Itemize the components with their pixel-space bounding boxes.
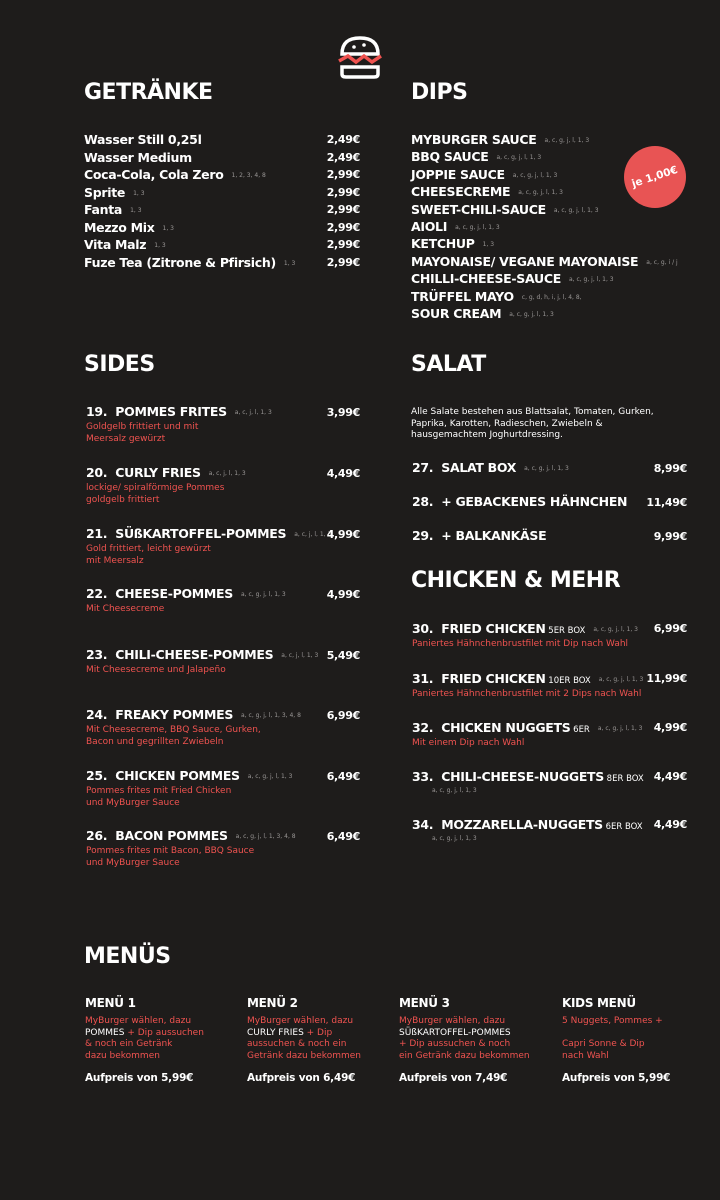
dip-allergens: a, c, g, i / j — [646, 258, 678, 266]
drink-item — [84, 185, 145, 200]
chicken-item — [412, 621, 638, 636]
menu-title: MENÜ 1 — [85, 996, 136, 1010]
side-description: Mit Cheesecreme — [86, 604, 165, 614]
side-item — [86, 526, 331, 541]
chicken-description: Paniertes Hähnchenbrustfilet mit 2 Dips nach Wahl — [412, 689, 642, 699]
side-name: CHEESE-POMMES — [115, 586, 233, 601]
side-price: 4,49€ — [326, 467, 360, 480]
side-price: 5,49€ — [326, 649, 360, 662]
salat-item — [412, 494, 627, 509]
menu-desc-line: 5 Nuggets, Pommes + — [562, 1016, 663, 1026]
chicken-name: FRIED CHICKEN — [441, 671, 546, 686]
menu-card — [85, 996, 235, 1084]
dip-item — [411, 271, 614, 286]
chicken-item — [412, 671, 643, 686]
menu-desc-line: + Dip — [303, 1027, 333, 1038]
section-title-dips: DIPS — [411, 80, 468, 105]
side-name: CURLY FRIES — [115, 465, 201, 480]
drink-allergens: 1, 3 — [154, 242, 166, 249]
drink-allergens: 1, 3 — [162, 224, 174, 232]
drink-price: 2,99€ — [326, 185, 360, 199]
menu-card — [562, 996, 712, 1084]
drink-price: 2,49€ — [326, 133, 360, 146]
side-allergens: a, c, g, j, l, 1, 3 — [247, 773, 293, 780]
menu-title: MENÜ 3 — [399, 996, 450, 1010]
drink-price: 2,99€ — [326, 255, 360, 269]
salat-name: + GEBACKENES HÄHNCHEN — [441, 494, 628, 509]
dip-item — [411, 236, 494, 251]
drink-price: 2,99€ — [326, 203, 360, 216]
chicken-allergens: a, c, g, j, l, 1, 3 — [598, 676, 644, 683]
drink-item — [84, 150, 192, 165]
side-price: 6,49€ — [326, 770, 360, 783]
chicken-allergens: a, c, g, j, l, 1, 3 — [593, 626, 638, 633]
side-number: 24. — [86, 707, 108, 722]
side-number: 21. — [86, 526, 108, 541]
section-title-getraenke: GETRÄNKE — [84, 80, 213, 105]
dip-allergens: a, c, g, j, l, 1, 3 — [518, 189, 563, 197]
dip-name: SWEET-CHILI-SAUCE — [411, 201, 546, 217]
side-price: 6,99€ — [326, 709, 360, 722]
side-name: CHILI-CHEESE-POMMES — [115, 647, 274, 662]
dip-item — [411, 306, 554, 321]
drink-allergens: 1, 3 — [133, 189, 145, 197]
salat-item — [412, 460, 569, 475]
salat-name: + BALKANKÄSE — [441, 528, 547, 543]
dip-allergens: a, c, g, j, l, 1, 3 — [544, 137, 590, 144]
side-number: 22. — [86, 586, 108, 601]
side-item — [86, 586, 286, 601]
menu-side-choice: POMMES — [85, 1027, 125, 1038]
side-item — [86, 828, 296, 843]
chicken-item — [412, 769, 644, 784]
dip-allergens: a, c, g, j, l, 1, 3 — [509, 311, 554, 318]
side-item — [86, 404, 272, 419]
salat-number: 29. — [412, 528, 434, 543]
drink-allergens: 1, 2, 3, 4, 8 — [231, 172, 266, 179]
dip-allergens: a, c, g, j, l, 1, 3 — [455, 224, 500, 231]
chicken-size: 8ER BOX — [603, 774, 644, 784]
drink-name: Vita Malz — [84, 237, 147, 252]
side-allergens: a, c, j, l, 1, 3 — [294, 531, 332, 538]
menu-price: Aufpreis von 7,49€ — [399, 1072, 508, 1084]
dip-allergens: c, g, d, h, i, j, l, 4, 8, — [521, 293, 582, 301]
side-name: SÜßKARTOFFEL-POMMES — [115, 526, 287, 541]
dip-name: CHEESECREME — [411, 184, 511, 200]
menu-description — [247, 1016, 397, 1062]
drink-price: 2,99€ — [326, 220, 360, 234]
dip-name: TRÜFFEL MAYO — [411, 288, 514, 304]
menu-desc-line: aussuchen & noch ein Getränk dazu bekommen — [247, 1039, 361, 1061]
side-allergens: a, c, j, l, 1, 3 — [234, 409, 272, 416]
side-name: CHICKEN POMMES — [115, 768, 240, 783]
dip-name: BBQ SAUCE — [411, 149, 489, 165]
chicken-name: FRIED CHICKEN — [441, 621, 546, 636]
chicken-allergens: a, c, g, j, l, 1, 3 — [432, 835, 477, 842]
side-item — [86, 768, 292, 783]
salat-number: 28. — [412, 494, 434, 509]
dip-allergens: a, c, g, j, l, 1, 3 — [553, 206, 599, 214]
chicken-name: CHICKEN NUGGETS — [441, 720, 571, 735]
chicken-name: MOZZARELLA-NUGGETS — [441, 817, 603, 832]
chicken-number: 34. — [412, 817, 434, 832]
menu-card — [399, 996, 549, 1084]
menu-desc-line: + Dip aussuchen — [124, 1027, 204, 1038]
drink-item — [84, 255, 295, 270]
chicken-price: 11,99€ — [646, 672, 687, 685]
side-number: 25. — [86, 768, 108, 783]
side-price: 4,99€ — [326, 528, 360, 541]
drink-name: Fanta — [84, 202, 123, 217]
menu-description — [562, 1016, 712, 1062]
salat-price: 9,99€ — [653, 530, 687, 543]
drink-name: Fuze Tea (Zitrone & Pfirsich) — [84, 254, 276, 270]
side-number: 23. — [86, 647, 108, 662]
drink-item — [84, 202, 142, 217]
side-item — [86, 465, 246, 480]
drink-price: 2,99€ — [326, 238, 360, 251]
side-description: Mit Cheesecreme und Jalapeño — [86, 665, 226, 675]
side-item — [86, 707, 301, 722]
dip-allergens: 1, 3 — [482, 241, 495, 249]
menu-desc-line: + Dip aussuchen & noch ein Getränk dazu bekommen — [399, 1039, 530, 1061]
drink-name: Wasser Still 0,25l — [84, 132, 202, 147]
side-allergens: a, c, g, j, l, 1, 3, 4, 8 — [241, 712, 301, 719]
dip-name: JOPPIE SAUCE — [411, 166, 505, 182]
side-allergens: a, c, j, l, 1, 3 — [281, 652, 319, 659]
side-item — [86, 647, 318, 662]
dip-item — [411, 167, 557, 182]
chicken-size: 6ER — [570, 725, 590, 735]
side-description: Pommes frites mit Fried Chicken und MyBurger Sauce — [86, 786, 232, 808]
menu-price: Aufpreis von 6,49€ — [247, 1072, 356, 1084]
salat-allergens: a, c, g, j, l, 1, 3 — [524, 465, 569, 472]
salat-name: SALAT BOX — [441, 460, 517, 475]
side-allergens: a, c, j, l, 1, 3 — [208, 470, 246, 477]
chicken-allergens: a, c, g, j, l, 1, 3 — [432, 787, 477, 794]
menu-card — [247, 996, 397, 1084]
side-price: 3,99€ — [326, 406, 360, 419]
side-description: Mit Cheesecreme, BBQ Sauce, Gurken, Bacon und gegrillten Zwiebeln — [86, 725, 261, 747]
chicken-number: 31. — [412, 671, 434, 686]
dip-allergens: a, c, g, j, l, 1, 3 — [568, 276, 614, 284]
dip-name: KETCHUP — [411, 236, 475, 252]
dip-item — [411, 149, 541, 164]
side-allergens: a, c, g, j, l, 1, 3, 4, 8 — [235, 833, 296, 840]
section-title-sides: SIDES — [84, 352, 155, 377]
drink-price: 2,49€ — [326, 150, 360, 164]
chicken-allergens: a, c, g, j, l, 1, 3 — [597, 725, 643, 732]
drink-price: 2,99€ — [326, 168, 360, 181]
salat-price: 8,99€ — [653, 462, 687, 475]
chicken-price: 4,99€ — [653, 721, 687, 734]
menu-desc-line: MyBurger wählen, dazu — [85, 1016, 192, 1026]
chicken-item — [412, 817, 643, 832]
salat-item — [412, 528, 546, 543]
price-badge: je 1,00€ — [624, 146, 686, 208]
side-price: 6,49€ — [326, 830, 360, 843]
side-name: FREAKY POMMES — [115, 707, 234, 722]
drink-item — [84, 132, 202, 147]
menu-desc-line: & noch ein Getränk dazu bekommen — [85, 1039, 173, 1061]
section-title-chicken: CHICKEN & MEHR — [411, 568, 621, 593]
side-number: 26. — [86, 828, 108, 843]
drink-item — [84, 237, 166, 252]
chicken-item — [412, 720, 642, 735]
side-price: 4,99€ — [326, 588, 360, 601]
drink-name: Mezzo Mix — [84, 219, 155, 235]
menu-title: MENÜ 2 — [247, 996, 298, 1010]
drink-name: Sprite — [84, 184, 126, 200]
chicken-size: 10ER BOX — [545, 676, 591, 686]
drink-item — [84, 220, 174, 235]
chicken-description: Paniertes Hähnchenbrustfilet mit Dip nach Wahl — [412, 639, 629, 649]
side-description: Goldgelb frittiert und mit Meersalz gewürzt — [86, 422, 199, 444]
dip-item — [411, 289, 582, 304]
section-title-menues: MENÜS — [84, 944, 171, 969]
chicken-number: 32. — [412, 720, 434, 735]
menu-desc-line: Capri Sonne & Dip nach Wahl — [562, 1039, 645, 1061]
dip-item — [411, 202, 599, 217]
dip-item — [411, 254, 678, 269]
section-title-salat: SALAT — [411, 352, 486, 377]
drink-item — [84, 167, 266, 182]
side-number: 19. — [86, 404, 108, 419]
drink-name: Wasser Medium — [84, 149, 192, 165]
dip-name: MYBURGER SAUCE — [411, 132, 537, 147]
side-number: 20. — [86, 465, 108, 480]
chicken-price: 4,49€ — [653, 770, 687, 783]
salat-price: 11,49€ — [646, 496, 687, 509]
chicken-size: 5ER BOX — [545, 626, 586, 636]
menu-description — [399, 1016, 549, 1062]
side-description: Gold frittiert, leicht gewürzt mit Meersalz — [86, 544, 211, 566]
dip-name: AIOLI — [411, 219, 448, 234]
chicken-number: 33. — [412, 769, 434, 784]
menu-price: Aufpreis von 5,99€ — [85, 1072, 194, 1084]
dip-name: CHILLI-CHEESE-SAUCE — [411, 271, 561, 287]
menu-side-choice: CURLY FRIES — [247, 1027, 304, 1038]
menu-side-choice: SÜßKARTOFFEL-POMMES — [399, 1027, 511, 1038]
side-description: lockige/ spiralförmige Pommes goldgelb frittiert — [86, 483, 225, 505]
chicken-size: 6ER BOX — [602, 822, 643, 832]
salat-number: 27. — [412, 460, 434, 475]
chicken-number: 30. — [412, 621, 434, 636]
dip-name: MAYONAISE/ VEGANE MAYONAISE — [411, 253, 639, 269]
dip-allergens: a, c, g, j, l, 1, 3 — [512, 171, 558, 179]
side-allergens: a, c, g, j, l, 1, 3 — [241, 591, 286, 598]
chicken-price: 6,99€ — [653, 622, 687, 635]
side-name: POMMES FRITES — [115, 404, 227, 419]
drink-allergens: 1, 3 — [283, 259, 296, 267]
dip-item — [411, 219, 500, 234]
menu-description — [85, 1016, 235, 1062]
side-description: Pommes frites mit Bacon, BBQ Sauce und MyBurger Sauce — [86, 846, 255, 868]
chicken-price: 4,49€ — [653, 818, 687, 831]
dip-item — [411, 184, 563, 199]
menu-desc-line: MyBurger wählen, dazu — [399, 1016, 506, 1026]
drink-name: Coca-Cola, Cola Zero — [84, 167, 224, 182]
chicken-name: CHILI-CHEESE-NUGGETS — [441, 769, 604, 784]
salat-intro: Alle Salate bestehen aus Blattsalat, Tomaten, Gurken, Paprika, Karotten, Radieschen, Zwiebeln & hausgemachtem Joghurtdressing. — [411, 407, 654, 440]
drink-allergens: 1, 3 — [130, 207, 142, 214]
chicken-description: Mit einem Dip nach Wahl — [412, 738, 525, 748]
menu-title: KIDS MENÜ — [562, 996, 636, 1010]
dip-allergens: a, c, g, j, l, 1, 3 — [496, 154, 542, 162]
menu-price: Aufpreis von 5,99€ — [562, 1072, 671, 1084]
burger-icon — [336, 34, 384, 80]
side-name: BACON POMMES — [115, 828, 228, 843]
dip-item — [411, 132, 589, 147]
menu-desc-line: MyBurger wählen, dazu — [247, 1016, 354, 1026]
dip-name: SOUR CREAM — [411, 306, 502, 321]
